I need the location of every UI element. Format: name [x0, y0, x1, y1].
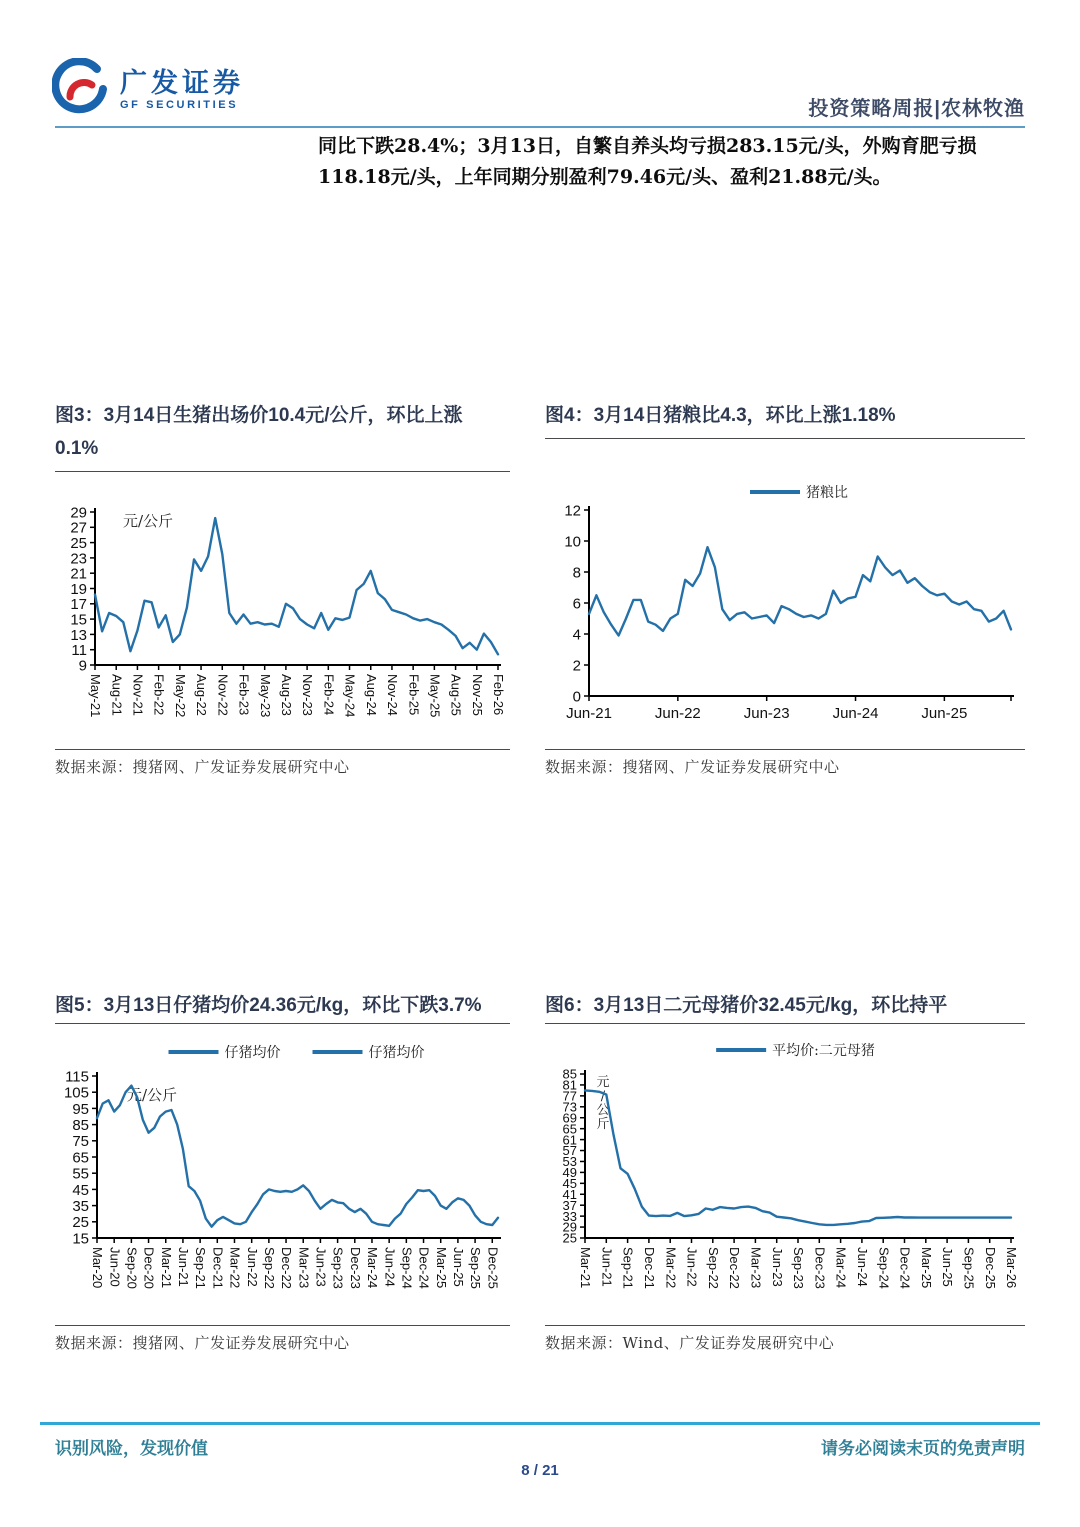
- svg-text:Jun-24: Jun-24: [382, 1247, 398, 1287]
- svg-text:Feb-25: Feb-25: [406, 674, 422, 716]
- svg-text:Dec-22: Dec-22: [279, 1247, 295, 1289]
- svg-text:Jun-24: Jun-24: [832, 705, 879, 722]
- svg-text:15: 15: [72, 1230, 89, 1248]
- svg-text:33: 33: [562, 1208, 577, 1224]
- gf-logo-icon: [52, 58, 110, 121]
- svg-text:Jun-21: Jun-21: [566, 705, 612, 722]
- svg-text:45: 45: [562, 1176, 577, 1192]
- svg-text:Dec-21: Dec-21: [210, 1247, 226, 1289]
- svg-text:May-23: May-23: [257, 674, 273, 718]
- svg-text:73: 73: [562, 1099, 577, 1115]
- figure-4-source-rule: [545, 749, 1025, 750]
- svg-text:Nov-22: Nov-22: [215, 674, 231, 716]
- svg-text:Nov-21: Nov-21: [130, 674, 146, 716]
- svg-text:Jun-22: Jun-22: [654, 705, 701, 722]
- figure-6-title: 图6：3月13日二元母猪价32.45元/kg，环比持平: [545, 995, 948, 1016]
- figure-5-source: 数据来源：搜猪网、广发证券发展研究中心: [55, 1334, 350, 1352]
- svg-text:猪粮比: 猪粮比: [806, 485, 848, 501]
- svg-text:77: 77: [562, 1088, 577, 1104]
- svg-text:53: 53: [562, 1154, 577, 1170]
- svg-text:Nov-23: Nov-23: [300, 674, 316, 716]
- header-divider-rule: [55, 126, 1025, 128]
- figure-6-source: 数据来源：Wind、广发证券发展研究中心: [545, 1334, 835, 1352]
- svg-text:81: 81: [562, 1077, 577, 1093]
- svg-text:Feb-23: Feb-23: [236, 674, 252, 716]
- svg-text:8: 8: [572, 564, 581, 582]
- svg-text:Mar-21: Mar-21: [158, 1247, 174, 1289]
- gf-securities-logo: [52, 58, 244, 121]
- svg-text:Dec-21: Dec-21: [642, 1247, 657, 1289]
- svg-text:25: 25: [72, 1214, 89, 1232]
- svg-text:2: 2: [572, 657, 581, 675]
- svg-text:35: 35: [72, 1198, 89, 1215]
- svg-text:21: 21: [70, 565, 87, 583]
- svg-text:37: 37: [562, 1197, 577, 1213]
- figure-5-source-rule: [55, 1325, 510, 1326]
- svg-text:0: 0: [572, 688, 581, 706]
- svg-text:4: 4: [572, 626, 581, 644]
- svg-text:19: 19: [70, 580, 87, 598]
- svg-text:Aug-21: Aug-21: [109, 674, 125, 716]
- svg-text:Jun-20: Jun-20: [107, 1247, 123, 1287]
- svg-text:Mar-25: Mar-25: [433, 1247, 449, 1289]
- svg-text:Sep-21: Sep-21: [193, 1247, 209, 1289]
- figure-6-source-rule: [545, 1325, 1025, 1326]
- svg-text:Jun-23: Jun-23: [743, 705, 790, 722]
- svg-text:May-21: May-21: [88, 674, 104, 718]
- svg-text:85: 85: [72, 1117, 89, 1134]
- svg-text:Feb-22: Feb-22: [151, 674, 167, 716]
- report-category: 投资策略周报|农林牧渔: [808, 98, 1025, 120]
- svg-text:Mar-25: Mar-25: [918, 1247, 934, 1289]
- svg-text:Mar-24: Mar-24: [365, 1247, 381, 1289]
- gf-logo-text: [120, 68, 244, 112]
- footer-slogan: 识别风险，发现价值: [55, 1439, 208, 1458]
- svg-text:29: 29: [562, 1219, 577, 1235]
- body-paragraph: 同比下跌28.4%；3月13日，自繁自养头均亏损283.15元/头，外购育肥亏损118.18元/头，上年同期分别盈利79.46元/头、盈利21.88元/头。: [318, 135, 977, 188]
- svg-text:11: 11: [71, 642, 87, 660]
- piglet-price-svg: [55, 1038, 510, 1330]
- figure-6-title-rule: [545, 1023, 1025, 1024]
- svg-text:27: 27: [70, 519, 87, 537]
- svg-text:Sep-23: Sep-23: [791, 1247, 807, 1289]
- figure-4-source: 数据来源：搜猪网、广发证券发展研究中心: [545, 758, 840, 776]
- svg-text:Mar-23: Mar-23: [748, 1247, 764, 1289]
- figure-5-title-rule: [55, 1023, 510, 1024]
- chart-binary-sow-price: [545, 1038, 1025, 1330]
- svg-text:23: 23: [70, 550, 87, 568]
- svg-text:Dec-20: Dec-20: [141, 1247, 157, 1289]
- figure-3-title-rule: [55, 471, 510, 472]
- svg-text:Jun-22: Jun-22: [244, 1247, 260, 1287]
- figure-5-title: 图5：3月13日仔猪均价24.36元/kg，环比下跌3.7%: [55, 995, 482, 1016]
- svg-text:Aug-22: Aug-22: [194, 674, 210, 716]
- svg-text:Mar-21: Mar-21: [578, 1247, 594, 1289]
- svg-text:65: 65: [562, 1121, 577, 1137]
- svg-text:Mar-23: Mar-23: [296, 1247, 312, 1289]
- svg-text:45: 45: [72, 1181, 89, 1199]
- svg-text:29: 29: [70, 504, 87, 522]
- svg-text:仔猪均价: 仔猪均价: [224, 1045, 281, 1061]
- svg-text:Mar-22: Mar-22: [227, 1247, 243, 1289]
- binary-sow-price-svg: [545, 1038, 1025, 1330]
- svg-text:Feb-24: Feb-24: [321, 674, 337, 716]
- svg-text:Sep-25: Sep-25: [468, 1247, 484, 1289]
- svg-text:Dec-24: Dec-24: [416, 1247, 432, 1289]
- svg-text:25: 25: [70, 535, 87, 552]
- svg-text:Jun-25: Jun-25: [921, 705, 968, 722]
- page-number: 8 / 21: [521, 1462, 559, 1479]
- svg-text:49: 49: [562, 1165, 577, 1181]
- logo-chinese-name: 广发证券: [120, 67, 244, 98]
- svg-text:85: 85: [562, 1066, 577, 1082]
- svg-text:Dec-23: Dec-23: [812, 1247, 828, 1289]
- svg-text:Dec-22: Dec-22: [727, 1247, 743, 1289]
- svg-text:10: 10: [564, 533, 581, 551]
- svg-text:75: 75: [72, 1133, 89, 1151]
- chart-piglet-price: [55, 1038, 510, 1330]
- chart-pig-grain-ratio: [545, 478, 1025, 746]
- svg-text:Aug-24: Aug-24: [363, 674, 379, 716]
- svg-text:25: 25: [562, 1230, 577, 1246]
- footer-disclaimer: 请务必阅读末页的免责声明: [821, 1439, 1025, 1458]
- svg-text:Jun-23: Jun-23: [313, 1247, 329, 1287]
- svg-text:13: 13: [70, 626, 87, 644]
- svg-text:Jun-24: Jun-24: [855, 1247, 870, 1287]
- svg-text:Sep-24: Sep-24: [399, 1247, 415, 1289]
- svg-text:61: 61: [562, 1132, 577, 1148]
- svg-text:55: 55: [72, 1165, 89, 1183]
- svg-text:9: 9: [78, 657, 87, 675]
- svg-text:Sep-22: Sep-22: [261, 1247, 277, 1289]
- svg-text:Jun-23: Jun-23: [769, 1247, 785, 1287]
- figure-4-title-rule: [545, 438, 1025, 439]
- svg-text:15: 15: [70, 611, 87, 629]
- svg-text:Sep-23: Sep-23: [330, 1247, 346, 1289]
- svg-text:65: 65: [72, 1149, 89, 1167]
- svg-text:17: 17: [70, 596, 87, 614]
- svg-text:Jun-25: Jun-25: [451, 1247, 466, 1287]
- svg-text:平均价:二元母猪: 平均价:二元母猪: [772, 1043, 875, 1059]
- svg-text:May-24: May-24: [342, 674, 358, 718]
- svg-text:Mar-24: Mar-24: [833, 1247, 849, 1289]
- pig-exit-price-svg: [55, 490, 510, 758]
- svg-text:仔猪均价: 仔猪均价: [368, 1045, 425, 1061]
- svg-text:69: 69: [562, 1110, 577, 1126]
- logo-english-name: GF SECURITIES: [120, 98, 239, 111]
- svg-text:Feb-26: Feb-26: [491, 674, 507, 716]
- svg-text:105: 105: [63, 1084, 89, 1102]
- pig-grain-ratio-svg: [545, 478, 1025, 746]
- svg-text:115: 115: [65, 1068, 89, 1086]
- chart-pig-exit-price: [55, 490, 510, 758]
- svg-text:41: 41: [562, 1186, 577, 1202]
- svg-text:57: 57: [562, 1143, 577, 1159]
- svg-text:Jun-25: Jun-25: [940, 1247, 956, 1287]
- svg-text:Mar-20: Mar-20: [90, 1247, 106, 1289]
- svg-text:元/公斤: 元/公斤: [123, 512, 174, 530]
- svg-text:12: 12: [564, 502, 581, 520]
- svg-text:Sep-20: Sep-20: [124, 1247, 140, 1289]
- svg-text:元/公斤: 元/公斤: [596, 1075, 610, 1132]
- svg-text:May-22: May-22: [172, 674, 188, 718]
- svg-text:Sep-22: Sep-22: [705, 1247, 721, 1289]
- figure-4-title: 图4：3月14日猪粮比4.3，环比上涨1.18%: [545, 405, 896, 426]
- svg-text:Aug-23: Aug-23: [278, 674, 294, 716]
- svg-text:6: 6: [572, 595, 581, 613]
- svg-text:May-25: May-25: [427, 674, 443, 718]
- svg-text:Mar-26: Mar-26: [1004, 1247, 1020, 1289]
- svg-text:Dec-23: Dec-23: [347, 1247, 363, 1289]
- svg-text:Jun-22: Jun-22: [684, 1247, 700, 1287]
- figure-3-title: 图3：3月14日生猪出场价10.4元/公斤，环比上涨0.1%: [55, 405, 463, 459]
- svg-text:Dec-24: Dec-24: [897, 1247, 913, 1289]
- svg-text:元/公斤: 元/公斤: [127, 1086, 178, 1104]
- figure-3-source-rule: [55, 749, 510, 750]
- svg-text:Nov-24: Nov-24: [385, 674, 401, 716]
- svg-text:Sep-24: Sep-24: [876, 1247, 892, 1289]
- svg-text:Mar-22: Mar-22: [663, 1247, 679, 1289]
- figure-3-source: 数据来源：搜猪网、广发证券发展研究中心: [55, 758, 350, 776]
- svg-text:Aug-25: Aug-25: [448, 674, 464, 716]
- svg-text:Dec-25: Dec-25: [982, 1247, 998, 1289]
- svg-text:Sep-21: Sep-21: [620, 1247, 636, 1289]
- svg-text:Jun-21: Jun-21: [176, 1247, 192, 1287]
- svg-text:Jun-21: Jun-21: [599, 1247, 615, 1287]
- svg-text:Dec-25: Dec-25: [485, 1247, 501, 1289]
- svg-text:Sep-25: Sep-25: [961, 1247, 977, 1289]
- svg-text:Nov-25: Nov-25: [469, 674, 485, 716]
- svg-text:95: 95: [72, 1100, 89, 1118]
- footer-rule: [40, 1422, 1040, 1425]
